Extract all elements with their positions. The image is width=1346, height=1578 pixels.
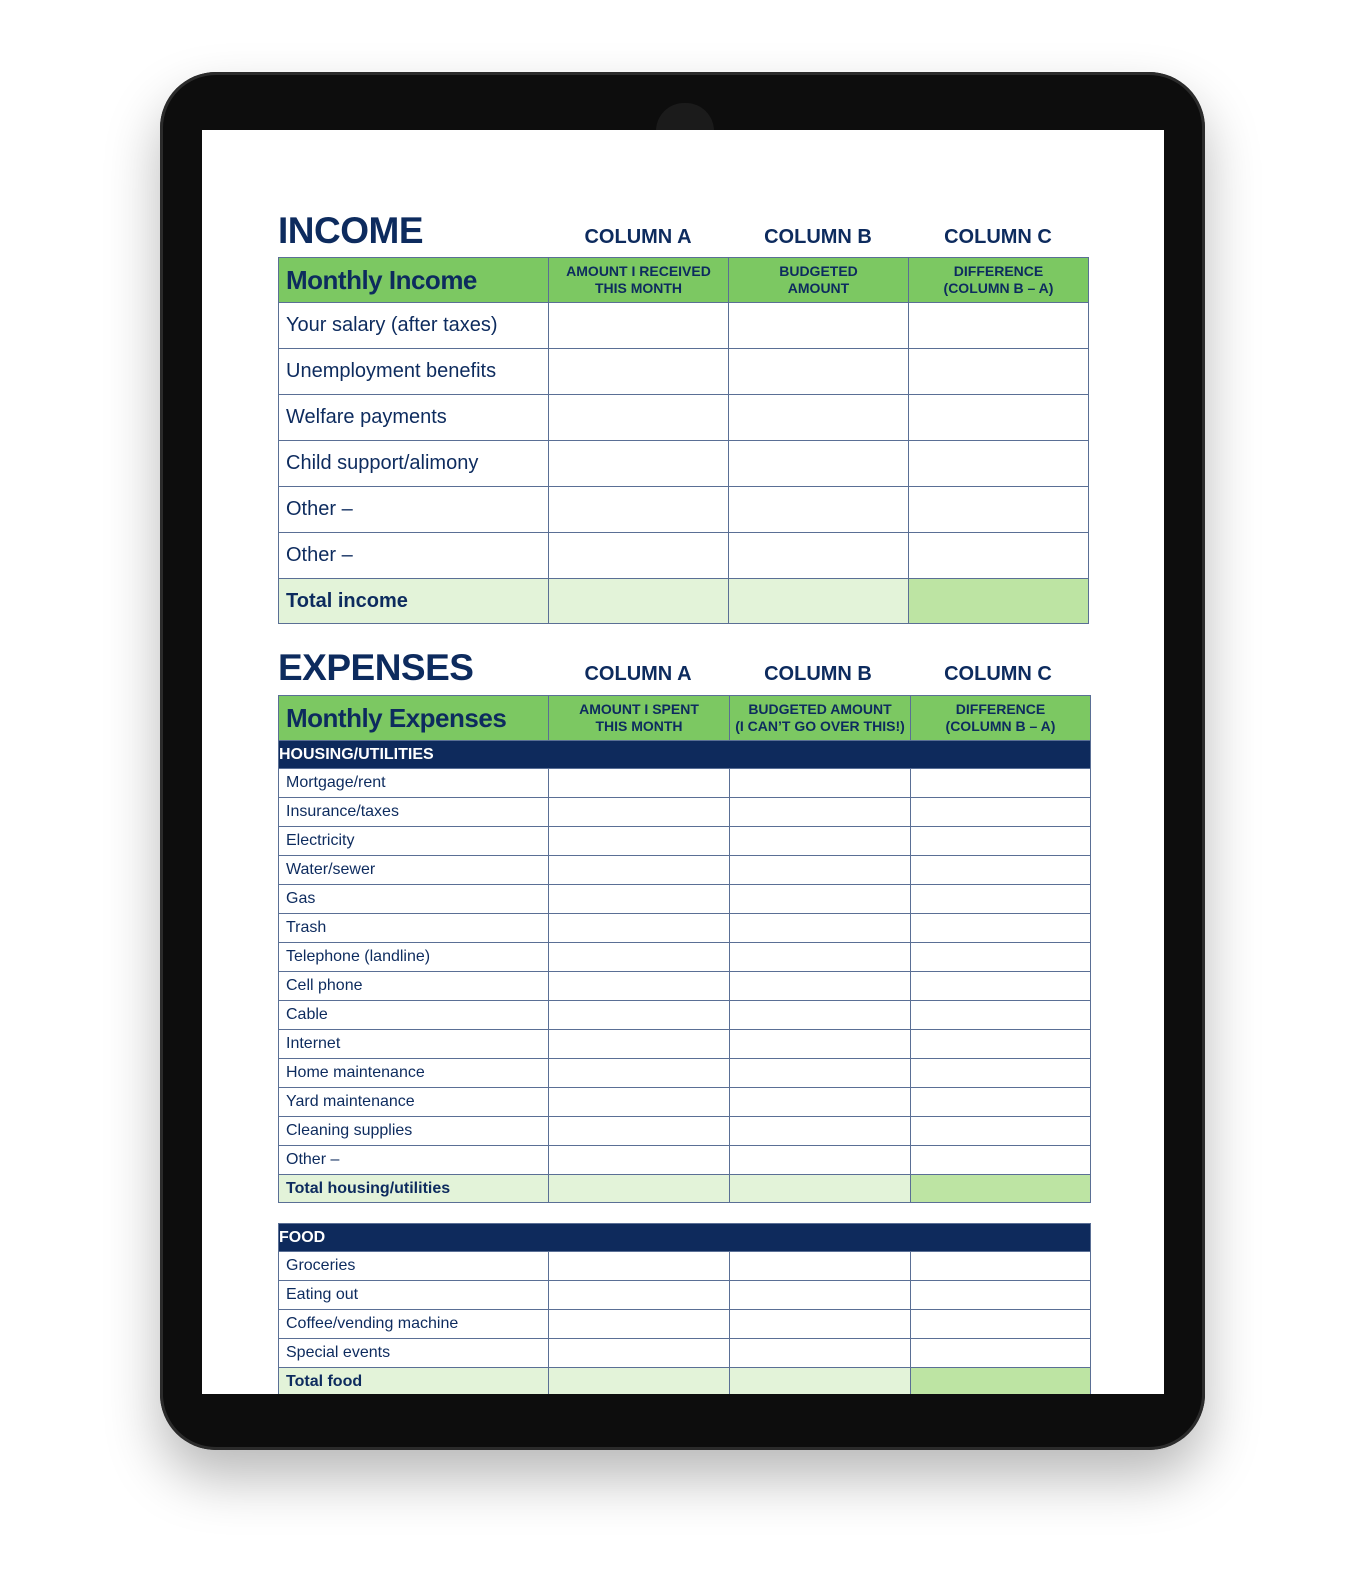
housing-row-14-label: Other –	[279, 1146, 549, 1175]
housing-row-13-column-a-cell[interactable]	[549, 1117, 730, 1146]
income-row-5	[279, 487, 1089, 533]
income-row-4-label: Child support/alimony	[279, 441, 549, 487]
income-row-4	[279, 441, 1089, 487]
expenses-column-c-heading: COLUMN C	[944, 663, 1052, 685]
food-row-1-column-c-cell[interactable]	[911, 1252, 1091, 1281]
housing-row-9-column-a-cell[interactable]	[549, 1001, 730, 1030]
housing-row-2-column-c-cell[interactable]	[911, 798, 1091, 827]
food-table	[278, 1223, 1091, 1394]
income-row-4-column-c-cell[interactable]	[909, 441, 1089, 487]
income-row-4-column-b-cell[interactable]	[729, 441, 909, 487]
housing-row-9	[279, 1001, 1091, 1030]
housing-row-12	[279, 1088, 1091, 1117]
housing-row-6-column-a-cell[interactable]	[549, 914, 730, 943]
expenses-column-b-heading: COLUMN B	[764, 663, 872, 685]
housing-row-7-column-b-cell[interactable]	[730, 943, 911, 972]
income-row-1-column-b-cell[interactable]	[729, 303, 909, 349]
housing-row-4-column-a-cell[interactable]	[549, 856, 730, 885]
income-row-6-column-c-cell[interactable]	[909, 533, 1089, 579]
expenses-header-row	[279, 696, 1091, 741]
housing-row-7	[279, 943, 1091, 972]
housing-row-4-column-b-cell[interactable]	[730, 856, 911, 885]
expenses-table	[278, 695, 1091, 1203]
food-row-4-column-c-cell[interactable]	[911, 1339, 1091, 1368]
expenses-column-a-heading: COLUMN A	[584, 663, 692, 685]
food-row-1-column-b-cell[interactable]	[730, 1252, 911, 1281]
income-row-5-column-a-cell[interactable]	[549, 487, 729, 533]
housing-row-12-label: Yard maintenance	[279, 1088, 549, 1117]
food-row-4	[279, 1339, 1091, 1368]
housing-row-4-column-c-cell[interactable]	[911, 856, 1091, 885]
food-row-1	[279, 1252, 1091, 1281]
total-food-row-column-a-cell[interactable]	[549, 1368, 730, 1395]
housing-row-4-label: Water/sewer	[279, 856, 549, 885]
income-row-3	[279, 395, 1089, 441]
expenses-col-c-header: DIFFERENCE (COLUMN B – A)	[911, 696, 1091, 741]
housing-utilities-category-label: HOUSING/UTILITIES	[279, 741, 1091, 769]
housing-row-6	[279, 914, 1091, 943]
housing-row-5-column-b-cell[interactable]	[730, 885, 911, 914]
food-row-3-column-b-cell[interactable]	[730, 1310, 911, 1339]
housing-row-1-column-a-cell[interactable]	[549, 769, 730, 798]
income-row-3-label: Welfare payments	[279, 395, 549, 441]
food-row-2	[279, 1281, 1091, 1310]
housing-row-1-column-c-cell[interactable]	[911, 769, 1091, 798]
housing-row-10-column-c-cell[interactable]	[911, 1030, 1091, 1059]
housing-row-8-column-c-cell[interactable]	[911, 972, 1091, 1001]
income-row-2-column-b-cell[interactable]	[729, 349, 909, 395]
total-food-row-label: Total food	[279, 1368, 549, 1395]
food-row-2-column-c-cell[interactable]	[911, 1281, 1091, 1310]
income-title: INCOME	[278, 210, 423, 251]
income-row-5-label: Other –	[279, 487, 549, 533]
food-row-4-label: Special events	[279, 1339, 549, 1368]
total-housing-row-label: Total housing/utilities	[279, 1175, 549, 1203]
food-row-3-column-a-cell[interactable]	[549, 1310, 730, 1339]
housing-row-10-label: Internet	[279, 1030, 549, 1059]
housing-row-3-column-b-cell[interactable]	[730, 827, 911, 856]
housing-row-2-label: Insurance/taxes	[279, 798, 549, 827]
food-row-2-column-a-cell[interactable]	[549, 1281, 730, 1310]
income-row-3-column-a-cell[interactable]	[549, 395, 729, 441]
total-income-row	[279, 579, 1089, 624]
income-row-1-label: Your salary (after taxes)	[279, 303, 549, 349]
housing-row-11-column-b-cell[interactable]	[730, 1059, 911, 1088]
housing-row-14-column-c-cell[interactable]	[911, 1146, 1091, 1175]
income-row-4-column-a-cell[interactable]	[549, 441, 729, 487]
income-row-2-column-c-cell[interactable]	[909, 349, 1089, 395]
total-food-row	[279, 1368, 1091, 1395]
income-row-3-column-b-cell[interactable]	[729, 395, 909, 441]
housing-row-6-label: Trash	[279, 914, 549, 943]
income-col-c-header: DIFFERENCE (COLUMN B – A)	[909, 258, 1089, 303]
income-row-5-column-b-cell[interactable]	[729, 487, 909, 533]
housing-row-7-column-a-cell[interactable]	[549, 943, 730, 972]
total-housing-row-column-c-cell[interactable]	[911, 1175, 1091, 1203]
housing-row-14-column-a-cell[interactable]	[549, 1146, 730, 1175]
housing-row-14-column-b-cell[interactable]	[730, 1146, 911, 1175]
food-category-label: FOOD	[279, 1224, 1091, 1252]
housing-row-14	[279, 1146, 1091, 1175]
income-row-2-column-a-cell[interactable]	[549, 349, 729, 395]
housing-row-12-column-c-cell[interactable]	[911, 1088, 1091, 1117]
housing-row-10-column-a-cell[interactable]	[549, 1030, 730, 1059]
food-row-1-column-a-cell[interactable]	[549, 1252, 730, 1281]
housing-row-3-column-c-cell[interactable]	[911, 827, 1091, 856]
total-income-row-column-b-cell[interactable]	[729, 579, 909, 624]
total-housing-row-column-b-cell[interactable]	[730, 1175, 911, 1203]
housing-row-9-column-c-cell[interactable]	[911, 1001, 1091, 1030]
housing-row-5-label: Gas	[279, 885, 549, 914]
income-row-6	[279, 533, 1089, 579]
housing-row-7-column-c-cell[interactable]	[911, 943, 1091, 972]
food-row-3	[279, 1310, 1091, 1339]
food-row-4-column-a-cell[interactable]	[549, 1339, 730, 1368]
housing-row-7-label: Telephone (landline)	[279, 943, 549, 972]
housing-row-9-column-b-cell[interactable]	[730, 1001, 911, 1030]
income-row-1-column-c-cell[interactable]	[909, 303, 1089, 349]
housing-row-2-column-b-cell[interactable]	[730, 798, 911, 827]
housing-row-2	[279, 798, 1091, 827]
food-row-3-label: Coffee/vending machine	[279, 1310, 549, 1339]
housing-row-11-column-c-cell[interactable]	[911, 1059, 1091, 1088]
housing-row-3	[279, 827, 1091, 856]
total-income-row-column-a-cell[interactable]	[549, 579, 729, 624]
income-col-b-header: BUDGETED AMOUNT	[729, 258, 909, 303]
food-row-3-column-c-cell[interactable]	[911, 1310, 1091, 1339]
housing-row-13-column-c-cell[interactable]	[911, 1117, 1091, 1146]
housing-row-5-column-c-cell[interactable]	[911, 885, 1091, 914]
housing-row-2-column-a-cell[interactable]	[549, 798, 730, 827]
income-col-a-header: AMOUNT I RECEIVED THIS MONTH	[549, 258, 729, 303]
income-row-3-column-c-cell[interactable]	[909, 395, 1089, 441]
housing-row-10	[279, 1030, 1091, 1059]
total-income-row-column-c-cell[interactable]	[909, 579, 1089, 624]
income-column-a-heading: COLUMN A	[584, 226, 692, 248]
housing-row-6-column-c-cell[interactable]	[911, 914, 1091, 943]
monthly-income-heading: Monthly Income	[279, 258, 549, 303]
housing-utilities-category	[279, 741, 1091, 769]
total-housing-row-column-a-cell[interactable]	[549, 1175, 730, 1203]
income-column-b-heading: COLUMN B	[764, 226, 872, 248]
income-row-6-column-b-cell[interactable]	[729, 533, 909, 579]
food-row-2-column-b-cell[interactable]	[730, 1281, 911, 1310]
income-row-2	[279, 349, 1089, 395]
housing-row-4	[279, 856, 1091, 885]
expenses-title: EXPENSES	[278, 647, 474, 688]
housing-row-10-column-b-cell[interactable]	[730, 1030, 911, 1059]
monthly-expenses-heading: Monthly Expenses	[279, 696, 549, 741]
total-income-row-label: Total income	[279, 579, 549, 624]
income-header-row	[279, 258, 1089, 303]
income-row-6-label: Other –	[279, 533, 549, 579]
income-row-1-column-a-cell[interactable]	[549, 303, 729, 349]
housing-row-5-column-a-cell[interactable]	[549, 885, 730, 914]
housing-row-12-column-b-cell[interactable]	[730, 1088, 911, 1117]
income-table	[278, 257, 1089, 624]
housing-row-8-label: Cell phone	[279, 972, 549, 1001]
food-category	[279, 1224, 1091, 1252]
total-food-row-column-b-cell[interactable]	[730, 1368, 911, 1395]
worksheet-screen	[202, 130, 1164, 1394]
housing-row-8	[279, 972, 1091, 1001]
income-row-2-label: Unemployment benefits	[279, 349, 549, 395]
housing-row-3-label: Electricity	[279, 827, 549, 856]
housing-row-13-label: Cleaning supplies	[279, 1117, 549, 1146]
housing-row-5	[279, 885, 1091, 914]
expenses-col-b-header: BUDGETED AMOUNT (I CAN’T GO OVER THIS!)	[730, 696, 911, 741]
housing-row-11	[279, 1059, 1091, 1088]
housing-row-1-label: Mortgage/rent	[279, 769, 549, 798]
total-housing-row	[279, 1175, 1091, 1203]
housing-row-8-column-a-cell[interactable]	[549, 972, 730, 1001]
housing-row-12-column-a-cell[interactable]	[549, 1088, 730, 1117]
housing-row-6-column-b-cell[interactable]	[730, 914, 911, 943]
food-row-2-label: Eating out	[279, 1281, 549, 1310]
expenses-col-a-header: AMOUNT I SPENT THIS MONTH	[549, 696, 730, 741]
housing-row-11-column-a-cell[interactable]	[549, 1059, 730, 1088]
housing-row-9-label: Cable	[279, 1001, 549, 1030]
housing-row-3-column-a-cell[interactable]	[549, 827, 730, 856]
income-column-c-heading: COLUMN C	[944, 226, 1052, 248]
income-row-1	[279, 303, 1089, 349]
food-row-4-column-b-cell[interactable]	[730, 1339, 911, 1368]
income-row-6-column-a-cell[interactable]	[549, 533, 729, 579]
food-row-1-label: Groceries	[279, 1252, 549, 1281]
housing-row-1	[279, 769, 1091, 798]
housing-row-13	[279, 1117, 1091, 1146]
housing-row-1-column-b-cell[interactable]	[730, 769, 911, 798]
housing-row-13-column-b-cell[interactable]	[730, 1117, 911, 1146]
total-food-row-column-c-cell[interactable]	[911, 1368, 1091, 1395]
housing-row-11-label: Home maintenance	[279, 1059, 549, 1088]
housing-row-8-column-b-cell[interactable]	[730, 972, 911, 1001]
income-row-5-column-c-cell[interactable]	[909, 487, 1089, 533]
